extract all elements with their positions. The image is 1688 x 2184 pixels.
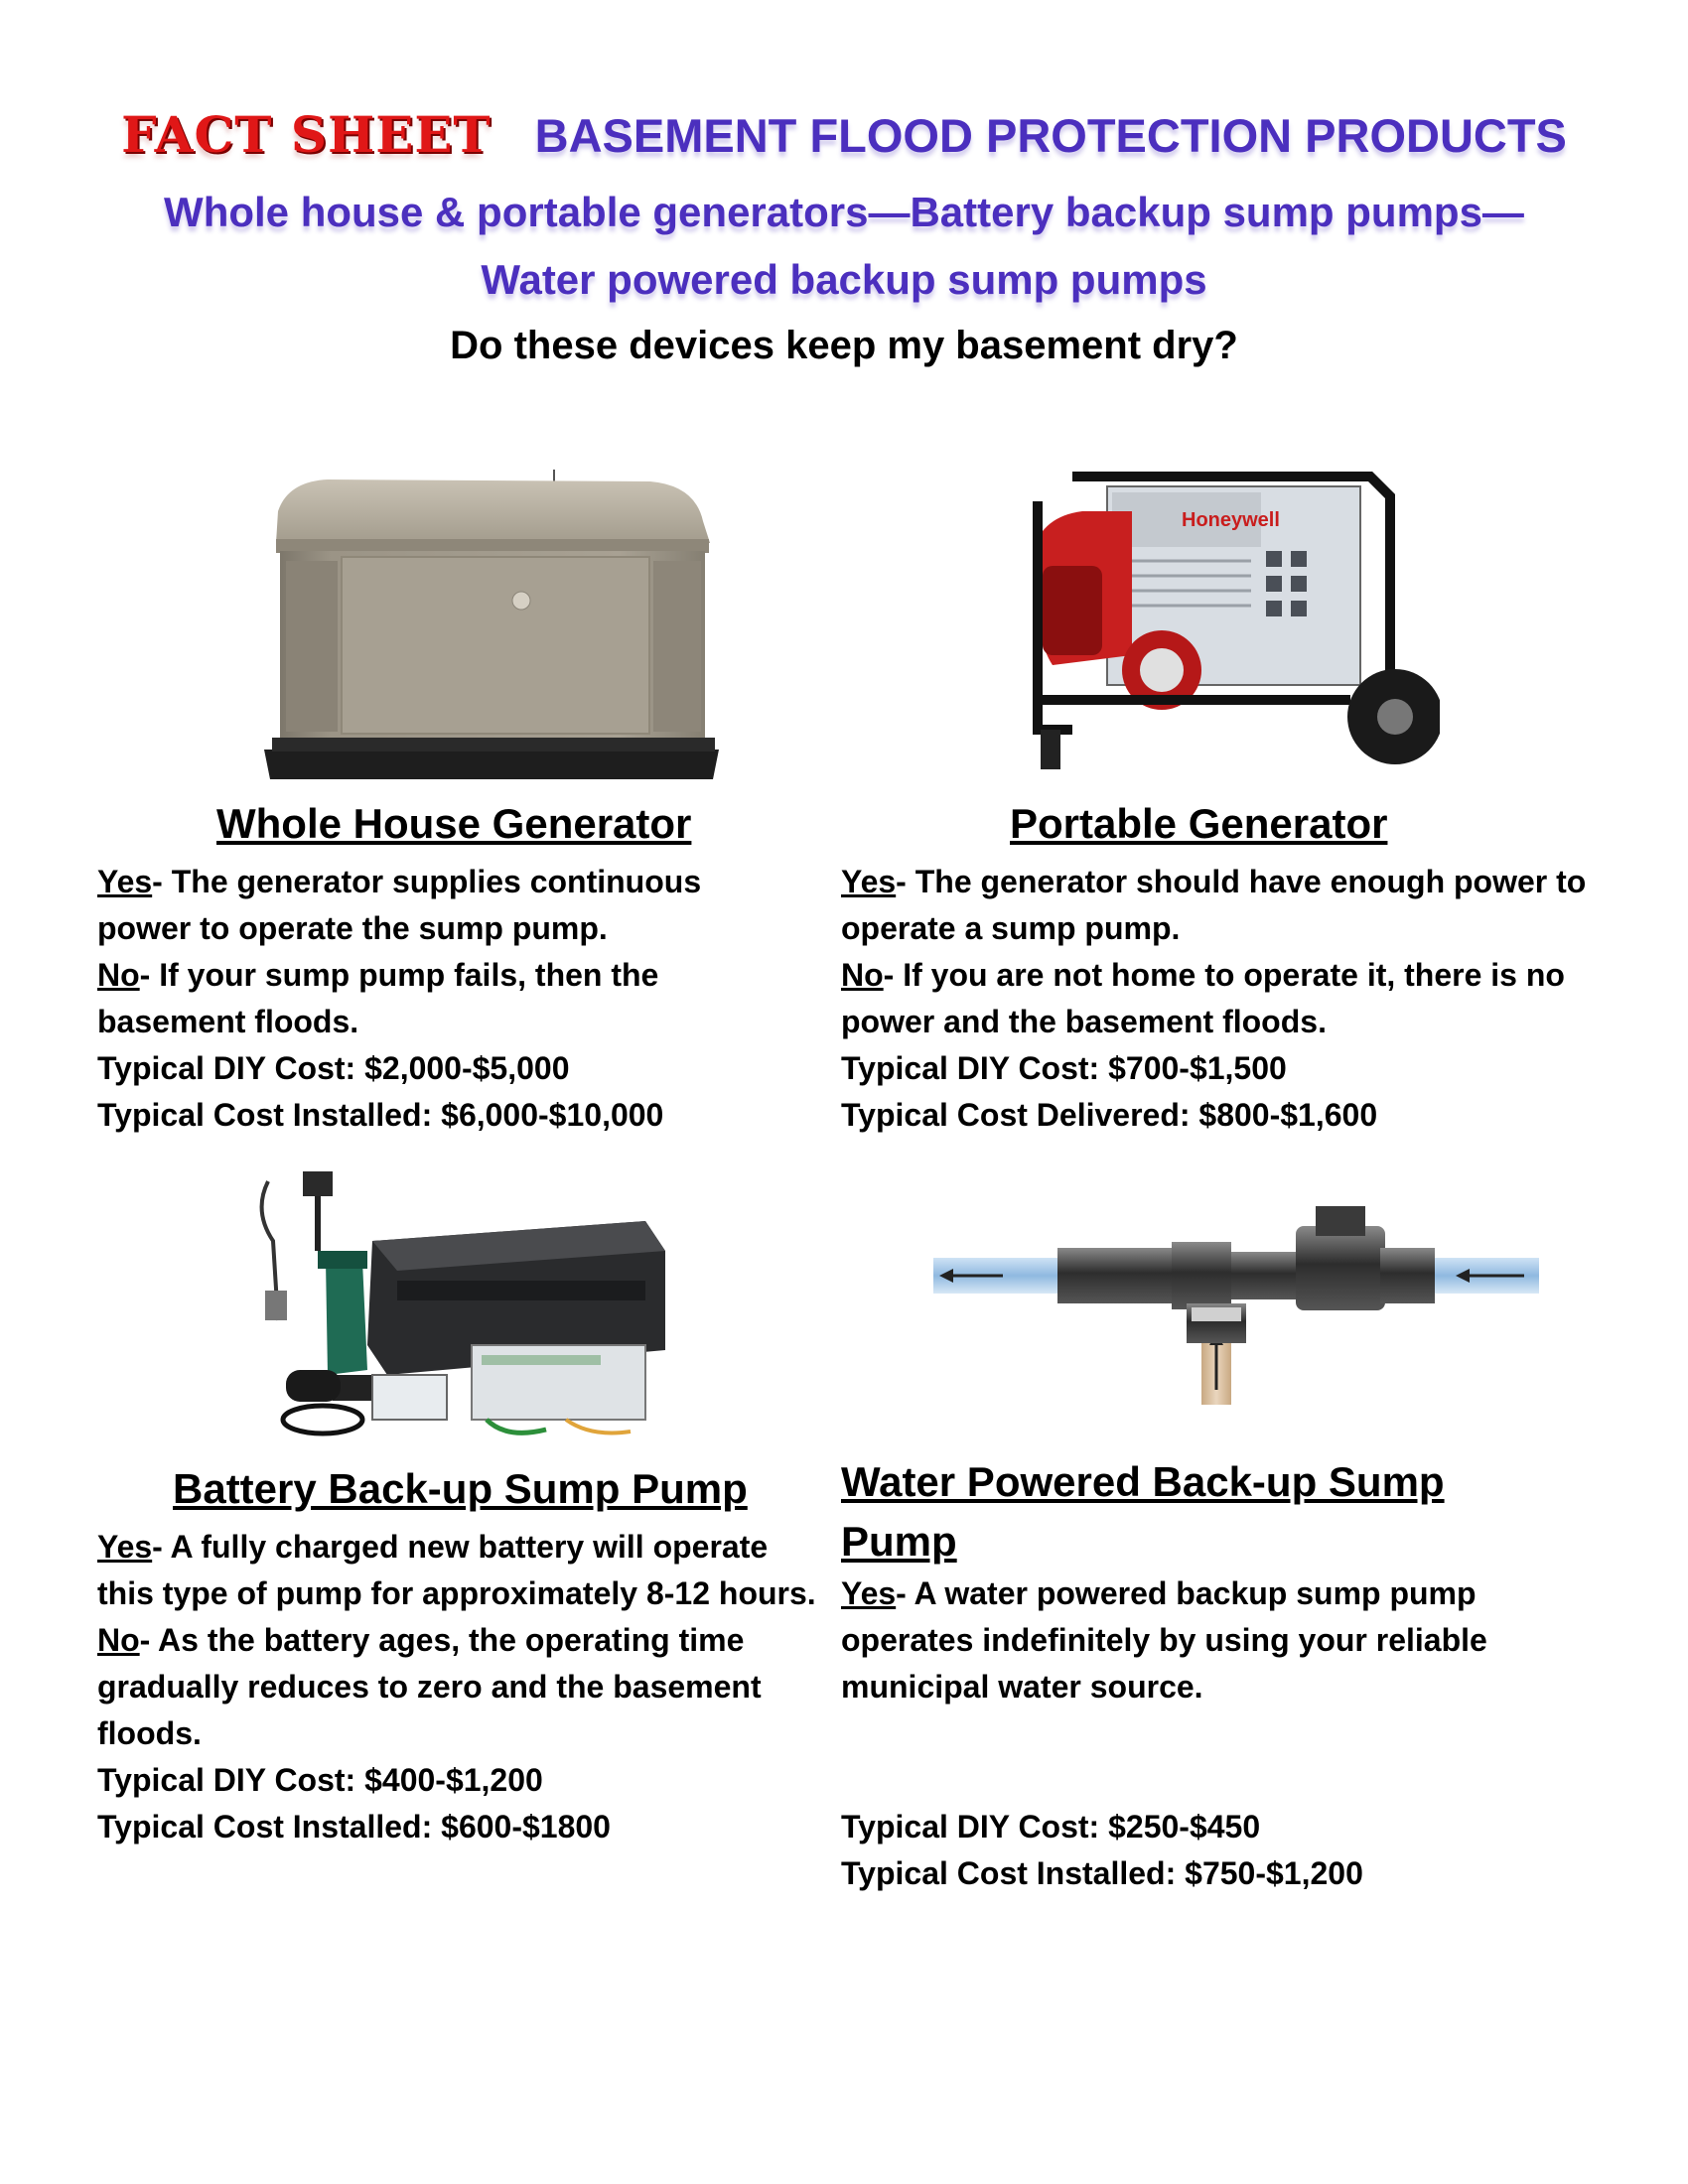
no-label: No: [97, 957, 140, 993]
no-paragraph: [841, 952, 1596, 1045]
yes-paragraph: [97, 1524, 822, 1617]
yes-paragraph: [97, 859, 773, 952]
battery-backup-sump-pump-image: [248, 1171, 685, 1444]
yes-label: Yes: [841, 864, 897, 899]
yes-text: - A fully charged new battery will operate this type of pump for approximately 8-12 hours.: [97, 1529, 816, 1611]
subtitle-line-2: Water powered backup sump pumps: [481, 256, 1207, 303]
no-label: No: [97, 1622, 140, 1658]
diy-cost: Typical DIY Cost: $250-$450: [841, 1809, 1261, 1844]
card-title-portable-generator: Portable Generator: [1010, 800, 1388, 847]
card-title-battery-backup-sump-pump: Battery Back-up Sump Pump: [173, 1465, 748, 1512]
yes-text: - The generator should have enough power to operate a sump pump.: [841, 864, 1587, 946]
card-title-line-2: Pump: [841, 1518, 957, 1565]
no-paragraph: [97, 1617, 822, 1757]
yes-label: Yes: [97, 1529, 153, 1565]
whole-house-generator-image: [258, 452, 725, 794]
no-label: No: [841, 957, 884, 993]
yes-label: Yes: [841, 1575, 897, 1611]
yes-paragraph: [841, 1570, 1576, 1710]
water-powered-sump-pump-image: [933, 1196, 1539, 1405]
no-paragraph: [97, 952, 773, 1045]
fact-sheet-label: FACT SHEET: [121, 105, 492, 164]
no-text: - As the battery ages, the operating time gradually reduces to zero and the basement floods.: [97, 1622, 762, 1751]
card-body-whole-house-generator: [97, 859, 773, 1139]
installed-cost: Typical Cost Installed: $750-$1,200: [841, 1855, 1363, 1891]
question-heading: Do these devices keep my basement dry?: [450, 324, 1238, 367]
card-body-battery-backup-sump-pump: [97, 1524, 822, 1850]
card-costs-water-powered-sump-pump: [841, 1804, 1576, 1897]
installed-cost: Typical Cost Installed: $6,000-$10,000: [97, 1097, 664, 1133]
page-title: BASEMENT FLOOD PROTECTION PRODUCTS: [534, 109, 1567, 162]
no-text: - If your sump pump fails, then the basement floods.: [97, 957, 659, 1039]
card-body-portable-generator: [841, 859, 1596, 1139]
subtitle-line-1: Whole house & portable generators—Battery backup sump pumps—: [164, 189, 1524, 235]
diy-cost: Typical DIY Cost: $400-$1,200: [97, 1762, 543, 1798]
card-title-whole-house-generator: Whole House Generator: [216, 800, 692, 847]
yes-label: Yes: [97, 864, 153, 899]
card-body-water-powered-sump-pump: [841, 1570, 1576, 1710]
installed-cost: Typical Cost Installed: $600-$1800: [97, 1809, 611, 1844]
diy-cost: Typical DIY Cost: $2,000-$5,000: [97, 1050, 570, 1086]
portable-generator-image: [1013, 457, 1440, 789]
honeywell-logo: Honeywell: [1182, 509, 1280, 531]
diy-cost: Typical DIY Cost: $700-$1,500: [841, 1050, 1287, 1086]
card-title-line-1: Water Powered Back-up Sump: [841, 1458, 1445, 1505]
yes-text: - A water powered backup sump pump operates indefinitely by using your reliable municipal water source.: [841, 1575, 1487, 1705]
header: [0, 105, 1688, 164]
no-text: - If you are not home to operate it, there is no power and the basement floods.: [841, 957, 1565, 1039]
card-title-water-powered-sump-pump: [841, 1452, 1445, 1571]
yes-paragraph: [841, 859, 1596, 952]
yes-text: - The generator supplies continuous power to operate the sump pump.: [97, 864, 702, 946]
delivered-cost: Typical Cost Delivered: $800-$1,600: [841, 1097, 1378, 1133]
